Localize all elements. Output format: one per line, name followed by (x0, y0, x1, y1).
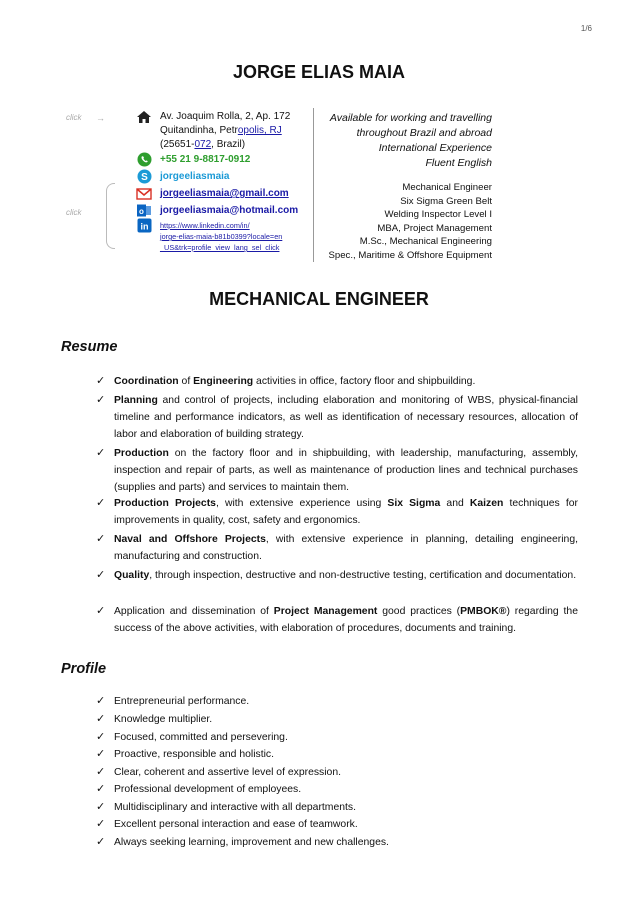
gmail-link[interactable]: jorgeeliasmaia@gmail.com (160, 188, 289, 199)
svg-text:in: in (140, 221, 148, 232)
check-icon: ✓ (96, 605, 106, 617)
check-icon: ✓ (96, 731, 106, 743)
profile-item: ✓ Entrepreneurial performance. (96, 693, 249, 710)
qualification-5: M.Sc., Mechanical Engineering (359, 236, 492, 247)
country-text: , Brazil) (211, 139, 246, 150)
address-line-1: Av. Joaquim Rolla, 2, Ap. 172 (160, 111, 291, 122)
brace-divider (106, 183, 115, 249)
linkedin-link-3[interactable]: _US&trk=profile_view_lang_sel_click (160, 243, 280, 252)
page-number: 1/6 (580, 24, 592, 33)
profile-item: ✓ Proactive, responsible and holistic. (96, 746, 274, 763)
phone-number[interactable]: +55 21 9-8817-0912 (160, 154, 251, 165)
svg-text:S: S (140, 172, 148, 183)
profile-item: ✓ Knowledge multiplier. (96, 711, 212, 728)
linkedin-link-2[interactable]: jorge-elias-maia-b81b0399?locale=en (160, 232, 283, 241)
resume-bullet-1: ✓ Coordination of Engineering activities in office, factory floor and shipbuilding. (96, 373, 578, 390)
check-icon: ✓ (96, 766, 106, 778)
check-icon: ✓ (96, 748, 106, 760)
address-line-2 (160, 124, 282, 137)
check-icon: ✓ (96, 447, 106, 459)
profile-item: ✓ Excellent personal interaction and ease of teamwork. (96, 816, 358, 833)
check-icon: ✓ (96, 569, 106, 581)
address-line-3 (160, 138, 245, 151)
address-city-text: Quitandinha, Petr (160, 125, 238, 136)
check-icon: ✓ (96, 783, 106, 795)
column-divider (313, 108, 314, 262)
linkedin-icon[interactable] (136, 218, 152, 233)
resume-bullet-2: ✓ Planning and control of projects, including elaboration and monitoring of WBS, physical-financial timeline and performance indicators, as well as identification of necessary resources, allocation of labor and elaboration of building strategy. (96, 394, 578, 440)
resume-bullet-5: ✓ Naval and Offshore Projects, with extensive experience in planning, detailing engineering, manufacturing and construction. (96, 533, 578, 562)
availability-line-1: Available for working and travelling (329, 112, 492, 124)
gmail-icon[interactable] (136, 186, 152, 201)
availability-line-2: throughout Brazil and abroad (356, 127, 492, 139)
international-experience: International Experience (378, 142, 492, 154)
profile-item: ✓ Professional development of employees. (96, 781, 301, 798)
resume-heading: Resume (61, 339, 118, 355)
check-icon: ✓ (96, 713, 106, 725)
qualification-6: Spec., Maritime & Offshore Equipment (328, 249, 492, 261)
svg-text:o: o (139, 207, 144, 216)
linkedin-link-1[interactable]: https://www.linkedin.com/in/ (160, 221, 250, 230)
check-icon: ✓ (96, 695, 106, 707)
check-icon: ✓ (96, 801, 106, 813)
check-icon: ✓ (96, 375, 106, 387)
resume-bullet-7: ✓ Application and dissemination of Project Management good practices (PMBOK®) regarding the success of the above activities, with elaboration of procedures, documents and training. (96, 605, 578, 634)
profile-heading: Profile (61, 661, 107, 677)
outlook-icon[interactable] (136, 203, 152, 218)
check-icon: ✓ (96, 818, 106, 830)
qualification-4: MBA, Project Management (377, 222, 492, 234)
profile-item: ✓ Clear, coherent and assertive level of expression. (96, 764, 341, 781)
profile-item: ✓ Focused, committed and persevering. (96, 729, 288, 746)
home-icon[interactable] (136, 109, 152, 124)
profile-item: ✓ Always seeking learning, improvement and new challenges. (96, 834, 389, 851)
qualification-1: Mechanical Engineer (402, 182, 492, 193)
fluent-english: Fluent English (425, 157, 492, 169)
check-icon: ✓ (96, 836, 106, 848)
candidate-name: JORGE ELIAS MAIA (232, 62, 406, 82)
check-icon: ✓ (96, 497, 106, 509)
click-hint-address: click (66, 113, 82, 122)
zip-prefix: (25651- (160, 139, 195, 150)
qualification-2: Six Sigma Green Belt (400, 195, 492, 207)
check-icon: ✓ (96, 394, 106, 406)
address-city-link[interactable]: opolis, RJ (237, 125, 282, 136)
skype-icon[interactable] (136, 169, 152, 184)
skype-id[interactable]: jorgeeliasmaia (160, 171, 230, 182)
qualification-3: Welding Inspector Level I (384, 209, 492, 220)
resume-bullet-3: ✓ Production on the factory floor and in shipbuilding, with leadership, manufacturing, assembly, inspection and repair of parts, as well as maintenance of production lines and technical purchases (supplies and parts) and services to maintain them. (96, 447, 578, 493)
click-hint-contacts: click (66, 208, 82, 217)
whatsapp-icon[interactable] (136, 152, 152, 167)
resume-bullet-4: ✓ Production Projects, with extensive experience using Six Sigma and Kaizen techniques for improvements in quality, cost, safety and ergonomics. (96, 497, 578, 526)
arrow-icon: → (96, 113, 105, 123)
hotmail-link[interactable]: jorgeeliasmaia@hotmail.com (160, 205, 299, 216)
document-title: MECHANICAL ENGINEER (209, 289, 429, 309)
resume-bullet-6: ✓ Quality, through inspection, destructive and non-destructive testing, certification and documentation. (96, 567, 578, 584)
profile-item: ✓ Multidisciplinary and interactive with all departments. (96, 799, 356, 816)
check-icon: ✓ (96, 533, 106, 545)
zip-link[interactable]: 072 (194, 139, 212, 150)
